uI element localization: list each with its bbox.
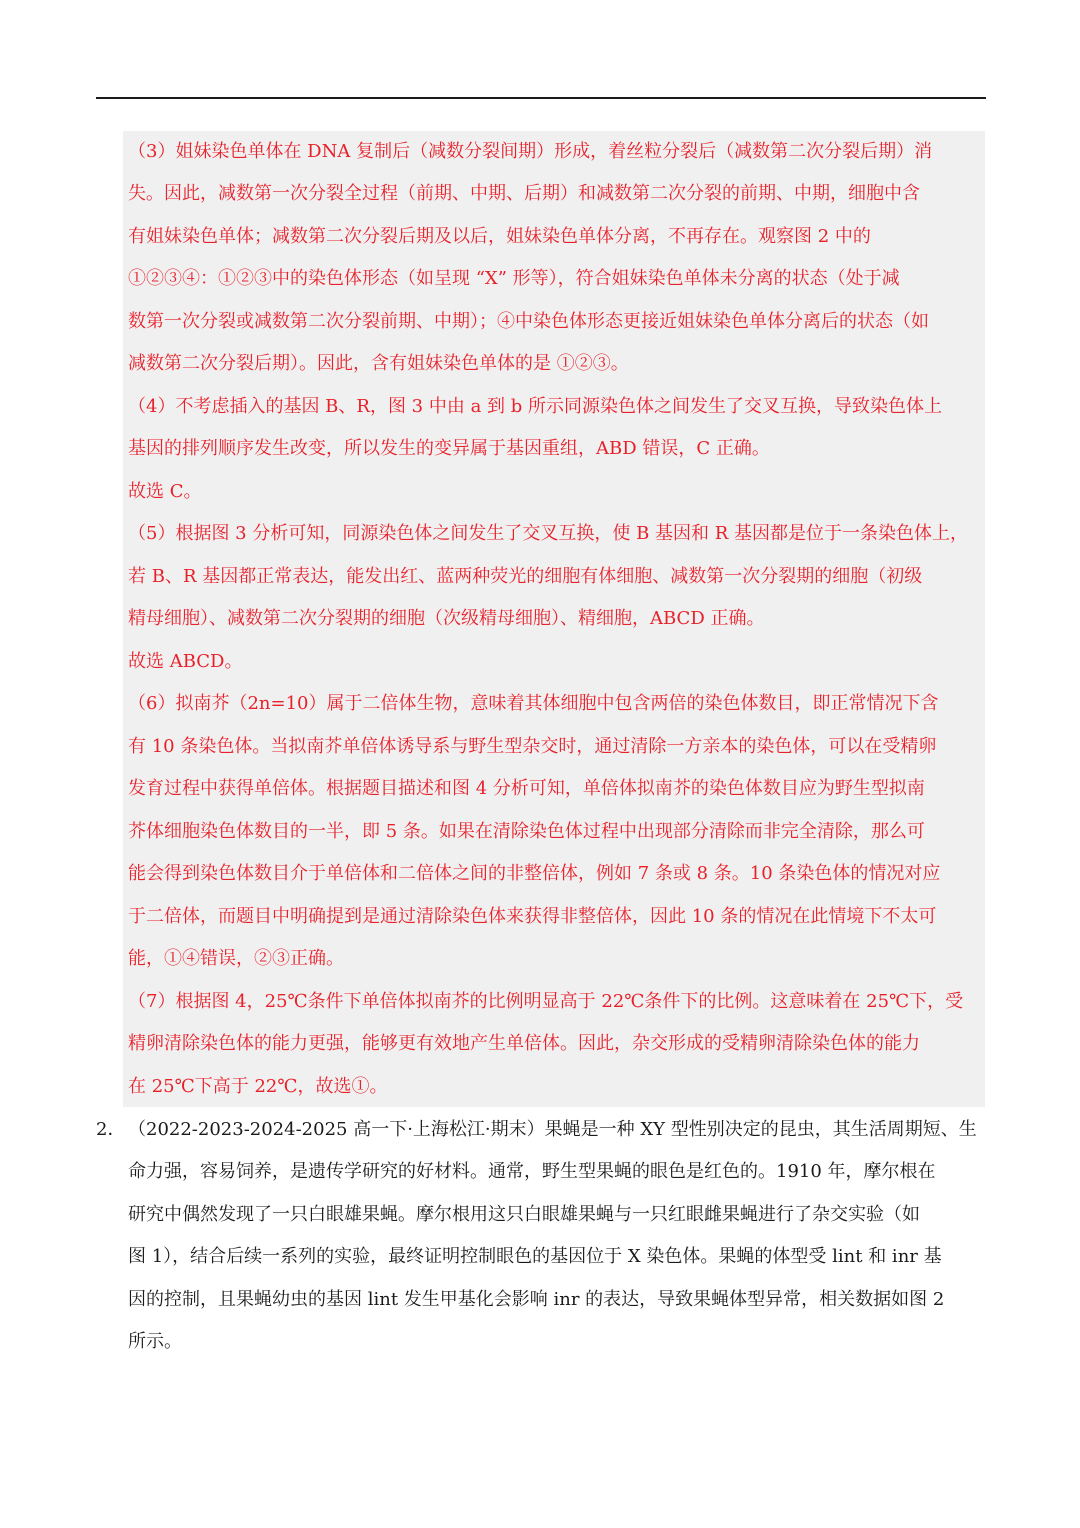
answer-line: ①②③④：①②③中的染色体形态（如呈现 “X” 形等），符合姐妹染色单体未分离的状态（处于减	[128, 268, 900, 289]
question-number: 2．	[96, 1119, 126, 1140]
answer-line: 减数第二次分裂后期）。因此，含有姐妹染色单体的是 ①②③。	[128, 353, 629, 374]
question-line: 命力强，容易饲养，是遗传学研究的好材料。通常，野生型果蝇的眼色是红色的。1910 年，摩尔根在	[128, 1161, 936, 1182]
answer-line: （7）根据图 4，25℃条件下单倍体拟南芥的比例明显高于 22℃条件下的比例。这意味着在 25℃下，受	[128, 991, 964, 1012]
answer-line: 发育过程中获得单倍体。根据题目描述和图 4 分析可知，单倍体拟南芥的染色体数目应为野生型拟南	[128, 778, 925, 799]
question-line: 所示。	[128, 1331, 182, 1352]
answer-line: 能会得到染色体数目介于单倍体和二倍体之间的非整倍体，例如 7 条或 8 条。10 条染色体的情况对应	[128, 863, 941, 884]
answer-line: 精母细胞）、减数第二次分裂期的细胞（次级精母细胞）、精细胞，ABCD 正确。	[128, 608, 765, 629]
answer-line: 失。因此，减数第一次分裂全过程（前期、中期、后期）和减数第二次分裂的前期、中期，细胞中含	[128, 183, 920, 204]
answer-line: 故选 ABCD。	[128, 651, 243, 672]
answer-line: 有 10 条染色体。当拟南芥单倍体诱导系与野生型杂交时，通过清除一方亲本的染色体，可以在受精卵	[128, 736, 937, 757]
question-line: 因的控制，且果蝇幼虫的基因 lint 发生甲基化会影响 inr 的表达，导致果蝇体型异常，相关数据如图 2	[128, 1289, 945, 1310]
answer-line: （4）不考虑插入的基因 B、R，图 3 中由 a 到 b 所示同源染色体之间发生了交叉互换，导致染色体上	[128, 396, 942, 417]
answer-line: 在 25℃下高于 22℃，故选①。	[128, 1076, 388, 1097]
answer-line: （3）姐妹染色单体在 DNA 复制后（减数分裂间期）形成，着丝粒分裂后（减数第二次分裂后期）消	[128, 141, 933, 162]
answer-line: （5）根据图 3 分析可知，同源染色体之间发生了交叉互换，使 B 基因和 R 基因都是位于一条染色体上，	[128, 523, 969, 544]
answer-line: 芥体细胞染色体数目的一半，即 5 条。如果在清除染色体过程中出现部分清除而非完全清除，那么可	[128, 821, 925, 842]
answer-line: 若 B、R 基因都正常表达，能发出红、蓝两种荧光的细胞有体细胞、减数第一次分裂期的细胞（初级	[128, 566, 923, 587]
header-rule	[96, 97, 986, 99]
answer-line: 基因的排列顺序发生改变，所以发生的变异属于基因重组，ABD 错误，C 正确。	[128, 438, 770, 459]
answer-line: 数第一次分裂或减数第二次分裂前期、中期）；④中染色体形态更接近姐妹染色单体分离后的状态（如	[128, 311, 929, 332]
answer-line: 故选 C。	[128, 481, 202, 502]
question-line: 图 1），结合后续一系列的实验，最终证明控制眼色的基因位于 X 染色体。果蝇的体型受 lint 和 inr 基	[128, 1246, 942, 1267]
question-line: （2022-2023-2024-2025 高一下·上海松江·期末）果蝇是一种 XY 型性别决定的昆虫，其生活周期短、生	[128, 1119, 977, 1140]
answer-line: （6）拟南芥（2n=10）属于二倍体生物，意味着其体细胞中包含两倍的染色体数目，即正常情况下含	[128, 693, 939, 714]
answer-line: 于二倍体，而题目中明确提到是通过清除染色体来获得非整倍体，因此 10 条的情况在此情境下不太可	[128, 906, 937, 927]
answer-line: 有姐妹染色单体；减数第二次分裂后期及以后，姐妹染色单体分离，不再存在。观察图 2 中的	[128, 226, 871, 247]
question-line: 研究中偶然发现了一只白眼雄果蝇。摩尔根用这只白眼雄果蝇与一只红眼雌果蝇进行了杂交实验（如	[128, 1204, 920, 1225]
answer-line: 精卵清除染色体的能力更强，能够更有效地产生单倍体。因此，杂交形成的受精卵清除染色体的能力	[128, 1033, 920, 1054]
answer-line: 能，①④错误，②③正确。	[128, 948, 344, 969]
